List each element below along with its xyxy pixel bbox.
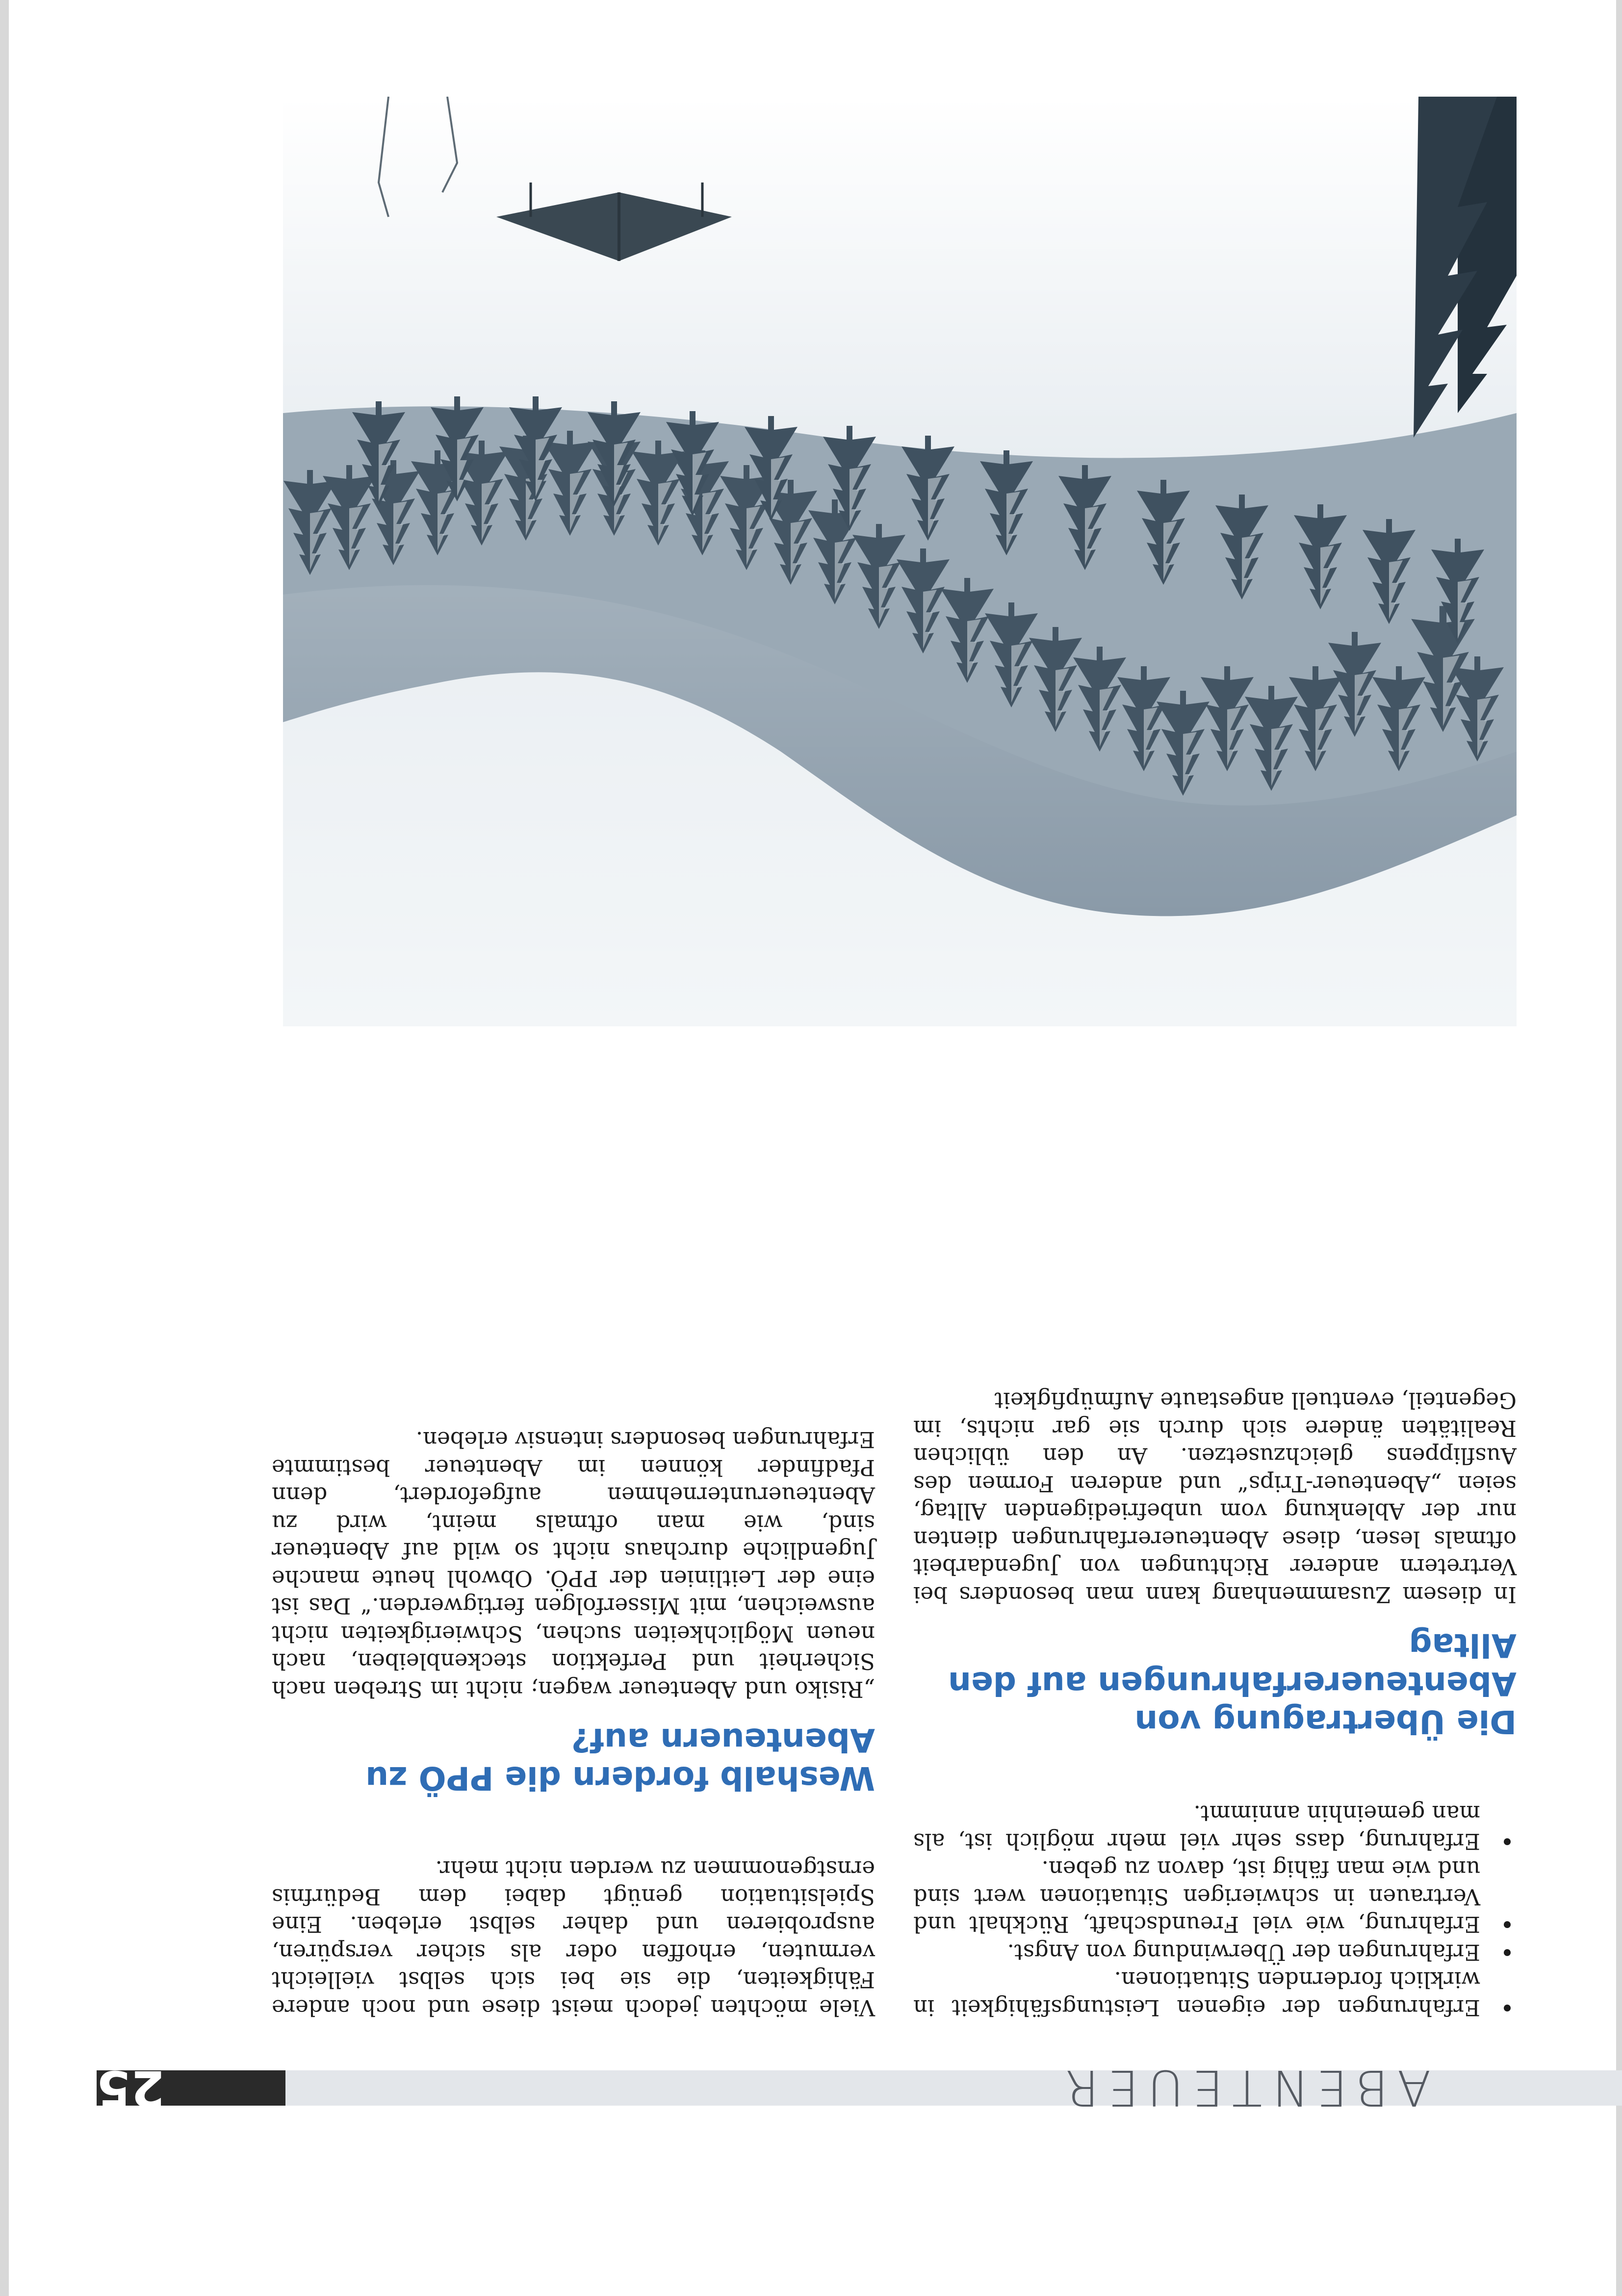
list-item xyxy=(913,1800,1517,1855)
list-item xyxy=(913,1938,1517,1966)
winter-forest-photo xyxy=(283,97,1517,1026)
experience-list xyxy=(913,1800,1517,2021)
left-column xyxy=(913,1386,1517,2021)
list-item xyxy=(913,1966,1517,2021)
paragraph-alltag: In diesem Zusammenhang kann man besonders bei Vertretern anderer Richtungen von Jugendarbeit oftmals lesen, diese Abenteuererfahrungen dienten nur der Ablenkung vom unbefriedigenden Alltag, seien „Abenteuer-Trips“ und anderen Formen des Ausflippens gleichzusetzen. An den üblichen Realitäten ändere sich durch sie gar nichts, im Gegenteil, eventuell angestaute Aufmüpfigkeit xyxy=(913,1387,1517,1608)
right-column xyxy=(272,1426,875,2021)
bullet-icon xyxy=(1504,1922,1511,1929)
scan-edge-right xyxy=(0,0,9,2296)
heading-uebertragung: Die Übertragung von Abenteuererfahrungen auf den Alltag xyxy=(948,1626,1517,1741)
heading-weshalb: Weshalb fordern die PPÖ zu Abenteuern auf? xyxy=(365,1721,875,1797)
page-number: 25 xyxy=(97,2060,165,2117)
section-title: ABENTEUER xyxy=(1056,2059,1431,2116)
bullet-icon xyxy=(1504,1838,1511,1845)
bullet-icon xyxy=(1504,2005,1511,2011)
scan-edge-left xyxy=(1616,0,1622,2296)
list-item-text: Erfahrung, wie viel Freundschaft, Rückhalt und Vertrauen in schwierigen Situationen wert sind und wie man fähig ist, davon zu geben. xyxy=(913,1856,1480,1938)
bullet-icon xyxy=(1504,1949,1511,1956)
list-item-text: Erfahrung, dass sehr viel mehr möglich ist, als man gemeinhin annimmt. xyxy=(913,1800,1480,1854)
paragraph-leitlinien: „Risiko und Abenteuer wagen; nicht im Streben nach Sicherheit und Perfektion steckenbleiben, nach neuen Möglichkeiten suchen, Schwierigkeiten nicht ausweichen, mit Misserfolgen fertigwerden.“ Das ist eine der Leitlinien der PPÖ. Obwohl heute manche Jugendliche durchaus nicht so wild auf Abenteuer sind, wie man oftmals meint, wird zu Abenteuerunternehmen aufgefordert, denn Pfadfinder können im Abenteuer bestimmte Erfahrungen besonders intensiv erleben. xyxy=(272,1427,875,1702)
list-item-text: Erfahrungen der Überwindung von Angst. xyxy=(1007,1939,1480,1965)
list-item xyxy=(913,1855,1517,1938)
paragraph-faehigkeiten: Viele möchten jedoch meist diese und noch andere Fähigkeiten, die sie bei sich selbst vielleicht vermuten, erhoffen oder als sicher verspüren, ausprobieren und daher selbst erleben. Eine Spielsituation genügt dabei dem Bedürfnis ernstgenommen zu werden nicht mehr. xyxy=(272,1856,875,2021)
list-item-text: Erfahrungen der eigenen Leistungsfähigkeit in wirklich fordernden Situationen. xyxy=(913,1967,1480,2021)
